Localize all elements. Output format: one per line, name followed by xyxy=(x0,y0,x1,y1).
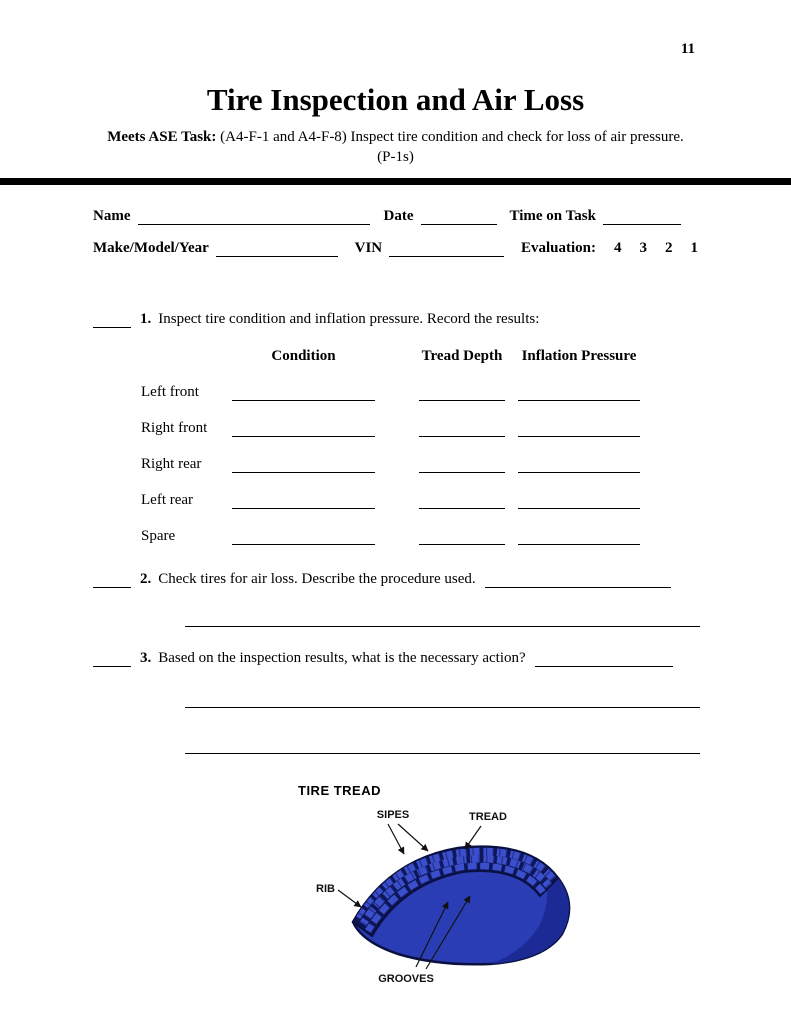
task-3-text: Based on the inspection results, what is the necessary action? xyxy=(158,649,526,666)
tire-illustration xyxy=(298,802,628,984)
evaluation-value-1: 1 xyxy=(690,239,698,256)
right-front-pressure-blank xyxy=(518,422,640,437)
vin-label: VIN xyxy=(354,239,383,256)
ase-task-label: Meets ASE Task: xyxy=(107,128,217,145)
task-3-answer-blank xyxy=(535,652,673,667)
col-tread-depth: Tread Depth xyxy=(421,347,503,364)
time-on-task-blank xyxy=(603,210,681,225)
table-header-row xyxy=(141,348,698,365)
rib-label: RIB xyxy=(316,882,335,895)
table-row xyxy=(141,509,698,545)
sipes-lead-1 xyxy=(388,824,404,854)
task-3-number: 3. xyxy=(140,649,152,666)
vin-blank xyxy=(389,242,504,257)
tire-tread-diagram xyxy=(298,783,638,984)
task-1-line xyxy=(93,311,698,328)
make-row xyxy=(93,240,698,257)
name-label: Name xyxy=(93,207,131,224)
col-condition: Condition xyxy=(271,347,336,364)
form-content xyxy=(0,208,791,984)
evaluation-label: Evaluation: xyxy=(520,239,596,256)
page-number: 11 xyxy=(680,41,695,57)
task-3-line xyxy=(93,650,698,667)
task-2-number: 2. xyxy=(140,570,152,587)
rib-lead xyxy=(338,890,361,907)
spare-tread-blank xyxy=(419,530,505,545)
task-2-line xyxy=(93,571,698,588)
spare-pressure-blank xyxy=(518,530,640,545)
right-rear-tread-blank xyxy=(419,458,505,473)
task-3-continuation-blank-1 xyxy=(185,693,700,708)
table-row xyxy=(141,473,698,509)
time-on-task-label: Time on Task xyxy=(509,207,596,224)
row-label-right-rear: Right rear xyxy=(141,455,202,472)
ase-task-line xyxy=(106,127,686,167)
tread-label: TREAD xyxy=(469,810,507,823)
date-label: Date xyxy=(383,207,414,224)
date-blank xyxy=(421,210,497,225)
left-rear-pressure-blank xyxy=(518,494,640,509)
name-blank xyxy=(138,210,370,225)
evaluation-value-2: 2 xyxy=(665,239,673,256)
task-1-text: Inspect tire condition and inflation pressure. Record the results: xyxy=(158,310,540,327)
task-1-number: 1. xyxy=(140,310,152,327)
page-title: Tire Inspection and Air Loss xyxy=(206,82,585,117)
left-rear-condition-blank xyxy=(232,494,375,509)
row-label-spare: Spare xyxy=(141,527,176,544)
task-3-check-blank xyxy=(93,652,131,667)
table-row xyxy=(141,365,698,401)
table-row xyxy=(141,401,698,437)
row-label-right-front: Right front xyxy=(141,419,208,436)
evaluation-value-3: 3 xyxy=(639,239,647,256)
diagram-title: TIRE TREAD xyxy=(298,782,381,798)
sipes-lead-2 xyxy=(398,824,428,851)
sipes-label: SIPES xyxy=(376,808,410,821)
right-rear-condition-blank xyxy=(232,458,375,473)
task-2-check-blank xyxy=(93,573,131,588)
task-1-check-blank xyxy=(93,313,131,328)
left-front-tread-blank xyxy=(419,386,505,401)
task-2-text: Check tires for air loss. Describe the procedure used. xyxy=(158,570,476,587)
divider-rule xyxy=(0,178,791,185)
left-front-condition-blank xyxy=(232,386,375,401)
col-inflation-pressure: Inflation Pressure xyxy=(521,347,637,364)
spare-condition-blank xyxy=(232,530,375,545)
task-3-continuation-blank-2 xyxy=(185,739,700,754)
make-model-year-blank xyxy=(216,242,338,257)
right-front-condition-blank xyxy=(232,422,375,437)
grooves-label: GROOVES xyxy=(378,972,434,984)
row-label-left-front: Left front xyxy=(141,383,199,400)
evaluation-value-4: 4 xyxy=(614,239,622,256)
right-rear-pressure-blank xyxy=(518,458,640,473)
name-row xyxy=(93,208,698,225)
row-label-left-rear: Left rear xyxy=(141,491,194,508)
task-2-continuation-blank xyxy=(185,612,700,627)
left-rear-tread-blank xyxy=(419,494,505,509)
tire-results-table xyxy=(141,348,698,545)
right-front-tread-blank xyxy=(419,422,505,437)
task-2-answer-blank xyxy=(485,573,671,588)
ase-task-text: (A4-F-1 and A4-F-8) Inspect tire condition and check for loss of air pressure. (P-1s) xyxy=(220,128,684,165)
table-row xyxy=(141,437,698,473)
left-front-pressure-blank xyxy=(518,386,640,401)
make-model-year-label: Make/Model/Year xyxy=(93,239,209,256)
